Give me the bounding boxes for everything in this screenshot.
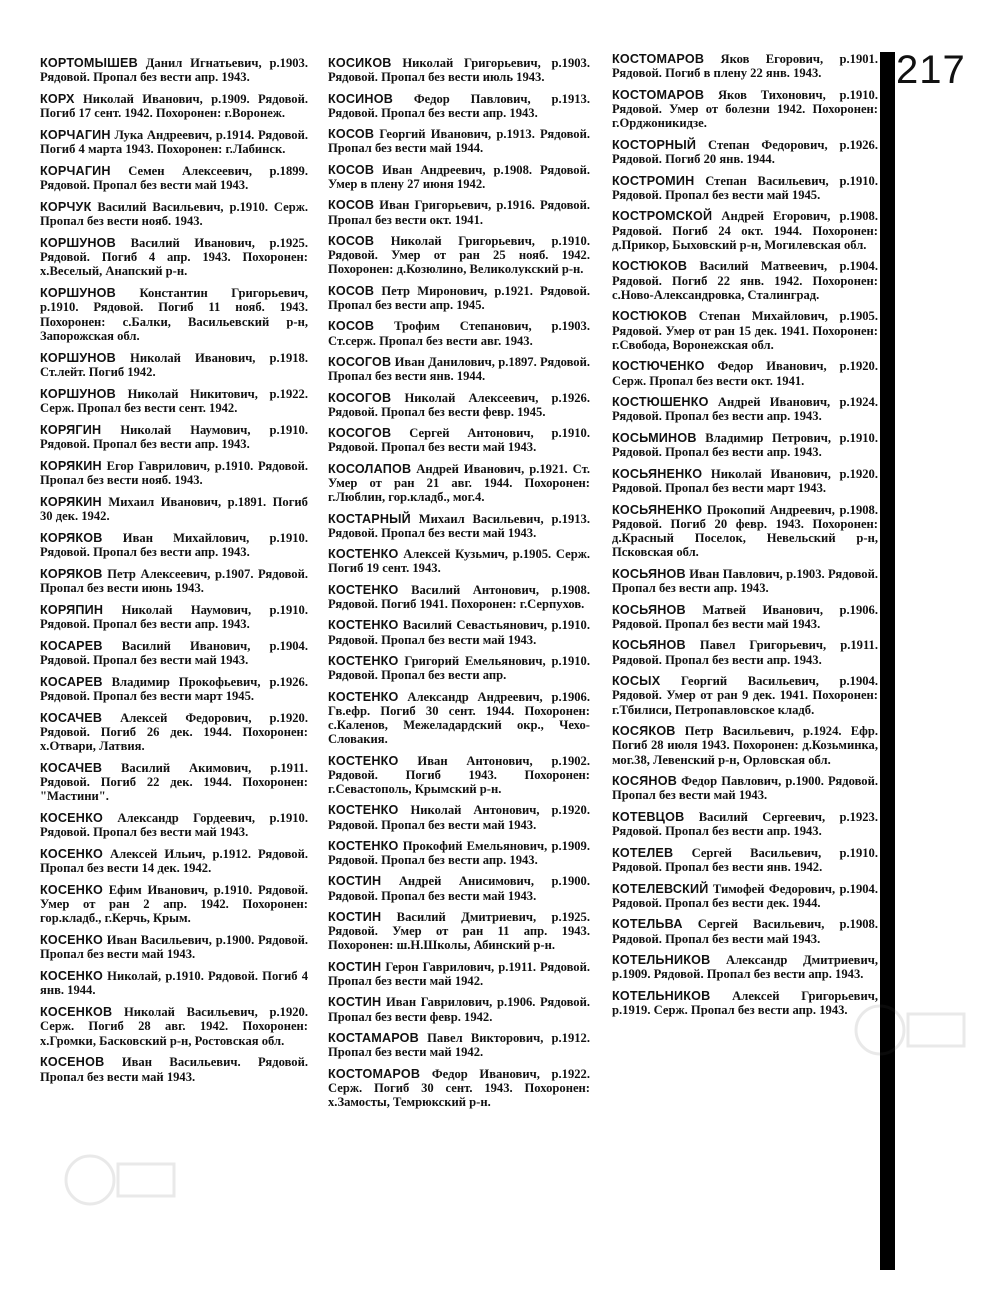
surname: КОСТОМАРОВ [328, 1066, 421, 1081]
person-entry [612, 674, 878, 717]
entry-details: Павел Григорьевич, р.1911. Рядовой. Пропал без вести апр. 1943. [612, 638, 878, 667]
entry-details: Алексей Кузьмич, р.1905. Серж. Погиб 19 сент. 1943. [328, 547, 590, 576]
surname: КОСТЕНКО [328, 547, 399, 562]
person-entry [328, 995, 590, 1023]
entry-details: Матвей Иванович, р.1906. Рядовой. Пропал без вести май 1943. [612, 602, 878, 631]
entry-details: Тимофей Федорович, р.1904. Рядовой. Пропал без вести дек. 1944. [612, 881, 878, 910]
surname: КОРЯПИН [40, 602, 104, 617]
column-2 [328, 56, 590, 1116]
surname: КОСЬЯНОВ [612, 566, 686, 581]
surname: КОСЕНКО [40, 811, 103, 826]
surname: КОСЯНОВ [612, 774, 678, 789]
surname: КОРЧАГИН [40, 128, 111, 142]
person-entry [328, 234, 590, 277]
entry-details: Николай Иванович, р.1909. Рядовой. Погиб 17 сент. 1942. Похоронен: г.Воронеж. [40, 92, 308, 121]
entry-details: Прокофий Емельянович, р.1909. Рядовой. Пропал без вести апр. 1943. [328, 838, 590, 868]
surname: КОСИКОВ [328, 56, 392, 70]
surname: КОРЯКИН [40, 458, 102, 473]
person-entry [328, 1067, 590, 1110]
entry-details: Александр Гордеевич, р.1910. Рядовой. Пропал без вести май 1943. [40, 811, 308, 840]
entry-details: Сергей Васильевич, р.1908. Рядовой. Пропал без вести май 1943. [612, 917, 878, 946]
surname: КОСЕНОВ [40, 1055, 105, 1070]
entry-details: Николай Васильевич, р.1920. Серж. Погиб 28 авг. 1942. Похоронен: х.Громки, Басковский р-н, Ростовская обл. [40, 1005, 308, 1048]
person-entry [612, 774, 878, 802]
surname: КОСЕНКО [40, 847, 103, 862]
entry-details: Василий Матвеевич, р.1904. Рядовой. Погиб 22 янв. 1942. Похоронен: с.Ново-Александровка, Сталинград. [612, 259, 878, 302]
person-entry [612, 431, 878, 459]
entry-details: Иван Гаврилович, р.1906. Рядовой. Пропал без вести февр. 1942. [328, 995, 590, 1024]
surname: КОРШУНОВ [40, 236, 116, 250]
surname: КОСТЮКОВ [612, 309, 688, 324]
person-entry [40, 675, 308, 703]
entry-details: Алексей Ильич, р.1912. Рядовой. Пропал без вести 14 дек. 1942. [40, 847, 308, 876]
person-entry [40, 128, 308, 156]
entry-details: Андрей Анисимович, р.1900. Рядовой. Пропал без вести май 1943. [328, 874, 591, 903]
surname: КОТЕЛЬВА [612, 917, 683, 932]
person-entry [612, 882, 878, 910]
entry-details: Василий Иванович, р.1925. Рядовой. Погиб 4 апр. 1943. Похоронен: х.Веселый, Анапский р-н. [40, 236, 308, 279]
person-entry [328, 426, 590, 454]
entry-details: Федор Павлович, р.1900. Рядовой. Пропал без вести май 1943. [612, 774, 878, 803]
person-entry [40, 711, 308, 754]
entry-details: Николай, р.1910. Рядовой. Погиб 4 янв. 1944. [40, 969, 309, 998]
surname: КОСЬЯНОВ [612, 602, 686, 617]
entry-details: Яков Тихонович, р.1910. Рядовой. Умер от болезни 1942. Похоронен: г.Орджоникидзе. [612, 87, 878, 131]
surname: КОСТОМАРОВ [612, 52, 705, 66]
entry-details: Семен Алексеевич, р.1899. Рядовой. Пропал без вести май 1943. [40, 164, 308, 193]
surname: КОРЧАГИН [40, 164, 111, 178]
person-entry [40, 567, 308, 595]
person-entry [328, 284, 590, 312]
person-entry [40, 603, 308, 631]
column-3 [612, 52, 878, 1025]
person-entry [40, 761, 308, 804]
surname: КОСТОРНЫЙ [612, 137, 697, 152]
entry-details: Василий Севастьянович, р.1910. Рядовой. Пропал без вести май 1943. [328, 618, 590, 647]
surname: КОСТИН [328, 959, 382, 974]
surname: КОРЧУК [40, 200, 92, 214]
person-entry [612, 259, 878, 302]
person-entry [612, 138, 878, 166]
surname: КОСТИН [328, 995, 382, 1010]
surname: КОСАРЕВ [40, 674, 103, 689]
person-entry [612, 174, 878, 202]
person-entry [612, 88, 878, 131]
person-entry [328, 547, 590, 575]
entry-details: Михаил Васильевич, р.1913. Рядовой. Пропал без вести май 1943. [328, 511, 590, 540]
entry-details: Егор Гаврилович, р.1910. Рядовой. Пропал без вести нояб. 1943. [40, 458, 308, 487]
entry-details: Василий Иванович, р.1904. Рядовой. Пропал без вести май 1943. [40, 638, 308, 667]
person-entry [328, 874, 590, 902]
entry-details: Николай Григорьевич, р.1903. Рядовой. Пропал без вести июль 1943. [328, 56, 591, 85]
entry-details: Федор Иванович, р.1920. Серж. Пропал без вести окт. 1941. [612, 359, 879, 388]
entry-details: Лука Андреевич, р.1914. Рядовой. Погиб 4 марта 1943. Похоронен: г.Лабинск. [40, 128, 309, 157]
surname: КОСТИН [328, 874, 382, 889]
person-entry [612, 989, 878, 1017]
column-1 [40, 56, 308, 1091]
page-edge-bar [880, 52, 895, 1270]
surname: КОТЕЛЕВ [612, 845, 674, 860]
person-entry [40, 883, 308, 926]
entry-details: Георгий Иванович, р.1913. Рядовой. Пропал без вести май 1944. [328, 127, 590, 156]
entry-details: Иван Павлович, р.1903. Рядовой. Пропал без вести апр. 1943. [612, 566, 878, 595]
entry-details: Николай Антонович, р.1920. Рядовой. Пропал без вести май 1943. [328, 803, 590, 832]
person-entry [328, 654, 590, 682]
person-entry [612, 309, 878, 352]
entry-details: Алексей Федорович, р.1920. Рядовой. Погиб 26 дек. 1944. Похоронен: х.Отвари, Латвия. [40, 710, 308, 754]
surname: КОСТЕНКО [328, 803, 399, 818]
surname: КОСТАРНЫЙ [328, 511, 411, 526]
surname: КОСОГОВ [328, 354, 392, 369]
surname: КОСИНОВ [328, 91, 394, 106]
entry-details: Степан Федорович, р.1926. Рядовой. Погиб 20 янв. 1944. [612, 137, 878, 166]
surname: КОСТОМАРОВ [612, 87, 705, 102]
entry-details: Петр Васильевич, р.1924. Ефр. Погиб 28 июля 1943. Похоронен: д.Козьминка, мог.38, Левенский р-н, Орловская обл. [612, 724, 878, 767]
entry-details: Иван Данилович, р.1897. Рядовой. Пропал без вести янв. 1944. [328, 354, 590, 384]
person-entry [40, 351, 308, 379]
person-entry [40, 92, 308, 120]
entry-details: Федор Павлович, р.1913. Рядовой. Пропал без вести апр. 1943. [328, 91, 590, 120]
surname: КОТЕВЦОВ [612, 809, 685, 824]
person-entry [612, 395, 878, 423]
surname: КОСТЮКОВ [612, 259, 688, 274]
surname: КОРШУНОВ [40, 286, 116, 301]
surname: КОСОВ [328, 283, 375, 298]
surname: КОРЯКИН [40, 494, 102, 509]
surname: КОСОВ [328, 233, 375, 248]
entry-details: Владимир Петрович, р.1910. Рядовой. Пропал без вести апр. 1943. [612, 430, 878, 460]
entry-details: Прокопий Андреевич, р.1908. Рядовой. Погиб 20 февр. 1943. Похоронен: д.Красный Поселок, Невельский р-н, Псковская обл. [612, 502, 878, 560]
entry-details: Григорий Емельянович, р.1910. Рядовой. Пропал без вести апр. [328, 653, 590, 683]
entry-details: Федор Иванович, р.1922. Серж. Погиб 30 сент. 1943. Похоронен: х.Замосты, Темрюкский р-н. [328, 1066, 590, 1110]
person-entry [40, 423, 308, 451]
surname: КОСЫХ [612, 674, 661, 689]
surname: КОСЕНКО [40, 933, 103, 948]
entry-details: Павел Викторович, р.1912. Пропал без вести май 1942. [328, 1031, 590, 1060]
person-entry [328, 803, 590, 831]
person-entry [612, 724, 878, 767]
surname: КОСТЕНКО [328, 618, 399, 633]
person-entry [40, 200, 308, 228]
surname: КОСЕНКО [40, 969, 103, 984]
entry-details: Алексей Григорьевич, р.1919. Серж. Пропал без вести апр. 1943. [612, 988, 878, 1018]
person-entry [612, 567, 878, 595]
entry-details: Петр Алексеевич, р.1907. Рядовой. Пропал без вести июнь 1943. [40, 566, 308, 595]
entry-details: Андрей Егорович, р.1908. Рядовой. Погиб 24 окт. 1944. Похоронен: д.Прикор, Быховский р-н, Могилевская обл. [612, 209, 878, 252]
person-entry [40, 639, 308, 667]
entry-details: Петр Миронович, р.1921. Рядовой. Пропал без вести апр. 1945. [328, 283, 590, 312]
entry-details: Василий Дмитриевич, р.1925. Рядовой. Умер от ран 11 апр. 1943. Похоронен: ш.Н.Школы, Абинский р-н. [328, 910, 590, 953]
person-entry [612, 638, 878, 666]
person-entry [40, 236, 308, 279]
entry-details: Николай Алексеевич, р.1926. Рядовой. Пропал без вести февр. 1945. [328, 390, 590, 419]
surname: КОСАРЕВ [40, 638, 103, 653]
person-entry [40, 1055, 308, 1083]
entry-details: Андрей Иванович, р.1921. Ст. Умер от ран 21 авг. 1944. Похоронен: г.Люблин, гор.кладб., мог.4. [328, 461, 590, 505]
person-entry [612, 810, 878, 838]
entry-details: Данил Игнатьевич, р.1903. Рядовой. Пропал без вести апр. 1943. [40, 56, 308, 85]
surname: КОСТЮЧЕНКО [612, 359, 705, 374]
surname: КОСОВ [328, 198, 375, 213]
surname: КОТЕЛЕВСКИЙ [612, 881, 709, 896]
surname: КОСЬМИНОВ [612, 430, 697, 445]
entry-details: Николай Никитович, р.1922. Серж. Пропал без вести сент. 1942. [40, 386, 308, 415]
surname: КОСОГОВ [328, 426, 392, 441]
entry-details: Сергей Васильевич, р.1910. Рядовой. Пропал без вести янв. 1942. [612, 845, 878, 874]
person-entry [612, 209, 878, 252]
surname: КОСТЕНКО [328, 838, 399, 853]
surname: КОСЬЯНЕНКО [612, 466, 703, 481]
person-entry [40, 847, 308, 875]
person-entry [328, 92, 590, 120]
entry-details: Иван Васильевич, р.1900. Рядовой. Пропал без вести май 1943. [40, 933, 309, 962]
entry-details: Николай Наумович, р.1910. Рядовой. Пропал без вести апр. 1943. [40, 602, 308, 631]
entry-details: Александр Андреевич, р.1906. Гв.ефр. Погиб 30 сент. 1944. Похоронен: с.Каленов, Межеладардский окр., Чехо-Словакия. [328, 689, 590, 747]
surname: КОСТЮШЕНКО [612, 395, 709, 410]
surname: КОСАЧЕВ [40, 760, 103, 775]
entry-details: Николай Иванович, р.1920. Рядовой. Пропал без вести март 1943. [612, 466, 878, 495]
person-entry [328, 163, 590, 191]
person-entry [40, 531, 308, 559]
entry-details: Иван Григорьевич, р.1916. Рядовой. Пропал без вести окт. 1941. [328, 198, 590, 227]
surname: КОСТЕНКО [328, 753, 399, 768]
entry-details: Николай Григорьевич, р.1910. Рядовой. Умер от ран 25 нояб. 1942. Похоронен: д.Козюлино, Великолукский р-н. [328, 233, 590, 277]
person-entry [612, 467, 878, 495]
surname: КОСЕНКО [40, 883, 103, 898]
person-entry [612, 603, 878, 631]
entry-details: Василий Акимович, р.1911. Рядовой. Погиб 22 дек. 1944. Похоронен: "Мастини". [40, 760, 308, 804]
person-entry [328, 198, 590, 226]
person-entry [328, 127, 590, 155]
surname: КОСТАМАРОВ [328, 1031, 419, 1046]
surname: КОСОГОВ [328, 390, 392, 405]
entry-details: Иван Андреевич, р.1908. Рядовой. Умер в плену 27 июня 1942. [328, 162, 590, 191]
entry-details: Василий Сергеевич, р.1923. Рядовой. Пропал без вести апр. 1943. [612, 809, 878, 839]
person-entry [40, 459, 308, 487]
person-entry [328, 910, 590, 953]
person-entry [612, 503, 878, 560]
surname: КОРШУНОВ [40, 350, 116, 365]
surname: КОСЕНКОВ [40, 1005, 113, 1020]
entry-details: Трофим Степанович, р.1903. Ст.серж. Пропал без вести авг. 1943. [328, 319, 591, 348]
entry-details: Герон Гаврилович, р.1911. Рядовой. Пропал без вести май 1942. [328, 959, 590, 989]
surname: КОСТРОМИН [612, 173, 695, 188]
surname: КОРТОМЫШЕВ [40, 56, 138, 70]
surname: КОСТРОМСКОЙ [612, 209, 713, 224]
person-entry [612, 917, 878, 945]
entry-details: Николай Иванович, р.1918. Ст.лейт. Погиб 1942. [40, 350, 308, 379]
person-entry [40, 286, 308, 343]
entry-details: Сергей Антонович, р.1910. Рядовой. Пропал без вести май 1943. [328, 426, 590, 455]
person-entry [40, 933, 308, 961]
entry-details: Иван Антонович, р.1902. Рядовой. Погиб 1943. Похоронен: г.Севастополь, Крымский р-н. [328, 753, 590, 796]
entry-details: Степан Михайлович, р.1905. Рядовой. Умер от ран 15 дек. 1941. Похоронен: г.Свобода, Воронежская обл. [612, 309, 878, 352]
person-entry [328, 512, 590, 540]
surname: КОТЕЛЬНИКОВ [612, 953, 711, 968]
entry-details: Ефим Иванович, р.1910. Рядовой. Умер от ран 2 апр. 1942. Похоронен: гор.кладб., г.Керчь, Крым. [40, 883, 308, 926]
person-entry [328, 1031, 590, 1059]
person-entry [40, 164, 308, 192]
watermark-stamp-icon [60, 1150, 180, 1210]
entry-details: Константин Григорьевич, р.1910. Рядовой. Погиб 11 нояб. 1943. Похоронен: с.Балки, Васильевский р-н, Запорожская обл. [40, 286, 308, 343]
person-entry [40, 1005, 308, 1048]
entry-details: Николай Наумович, р.1910. Рядовой. Пропал без вести апр. 1943. [40, 422, 309, 451]
person-entry [40, 387, 308, 415]
person-entry [328, 355, 590, 383]
person-entry [328, 319, 590, 347]
surname: КОСТЕНКО [328, 689, 399, 704]
person-entry [328, 56, 590, 84]
surname: КОСТЕНКО [328, 653, 399, 668]
person-entry [612, 846, 878, 874]
page-number: 217 [896, 48, 966, 92]
person-entry [40, 969, 308, 997]
person-entry [612, 953, 878, 981]
person-entry [612, 359, 878, 387]
person-entry [328, 960, 590, 988]
entry-details: Михаил Иванович, р.1891. Погиб 30 дек. 1942. [40, 494, 308, 523]
entry-details: Андрей Иванович, р.1924. Рядовой. Пропал без вести апр. 1943. [612, 395, 878, 424]
entry-details: Василий Васильевич, р.1910. Серж. Пропал без вести нояб. 1943. [40, 200, 309, 229]
entry-details: Яков Егорович, р.1901. Рядовой. Погиб в плену 22 янв. 1943. [612, 52, 878, 81]
surname: КОСЬЯНОВ [612, 638, 686, 653]
person-entry [40, 811, 308, 839]
surname: КОРЯКОВ [40, 566, 103, 581]
surname: КОСОВ [328, 319, 375, 334]
entry-details: Александр Дмитриевич, р.1909. Рядовой. Пропал без вести апр. 1943. [612, 953, 878, 982]
surname: КОСТЕНКО [328, 582, 399, 597]
person-entry [328, 462, 590, 505]
person-entry [328, 391, 590, 419]
person-entry [328, 690, 590, 747]
surname: КОРХ [40, 92, 75, 106]
surname: КОСЬЯНЕНКО [612, 502, 703, 517]
surname: КОРШУНОВ [40, 386, 116, 401]
surname: КОСАЧЕВ [40, 710, 103, 725]
person-entry [328, 839, 590, 867]
surname: КОРЯГИН [40, 422, 102, 437]
person-entry [328, 583, 590, 611]
person-entry [328, 754, 590, 797]
person-entry [40, 56, 308, 84]
entry-details: Владимир Прокофьевич, р.1926. Рядовой. Пропал без вести март 1945. [40, 674, 308, 703]
person-entry [40, 495, 308, 523]
surname: КОСЯКОВ [612, 724, 676, 739]
surname: КОСТИН [328, 910, 382, 925]
surname: КОТЕЛЬНИКОВ [612, 988, 711, 1003]
entry-details: Георгий Васильевич, р.1904. Рядовой. Умер от ран 9 дек. 1941. Похоронен: г.Тбилиси, Петропавловское кладб. [612, 674, 878, 717]
surname: КОСОВ [328, 162, 375, 177]
person-entry [612, 52, 878, 80]
surname: КОСОВ [328, 127, 375, 142]
person-entry [328, 618, 590, 646]
entry-details: Степан Васильевич, р.1910. Рядовой. Пропал без вести май 1945. [612, 173, 878, 202]
entry-details: Иван Васильевич. Рядовой. Пропал без вести май 1943. [40, 1055, 308, 1084]
surname: КОСОЛАПОВ [328, 461, 412, 476]
surname: КОРЯКОВ [40, 530, 103, 545]
entry-details: Василий Антонович, р.1908. Рядовой. Погиб 1941. Похоронен: г.Серпухов. [328, 582, 590, 611]
entry-details: Иван Михайлович, р.1910. Рядовой. Пропал без вести апр. 1943. [40, 530, 308, 559]
